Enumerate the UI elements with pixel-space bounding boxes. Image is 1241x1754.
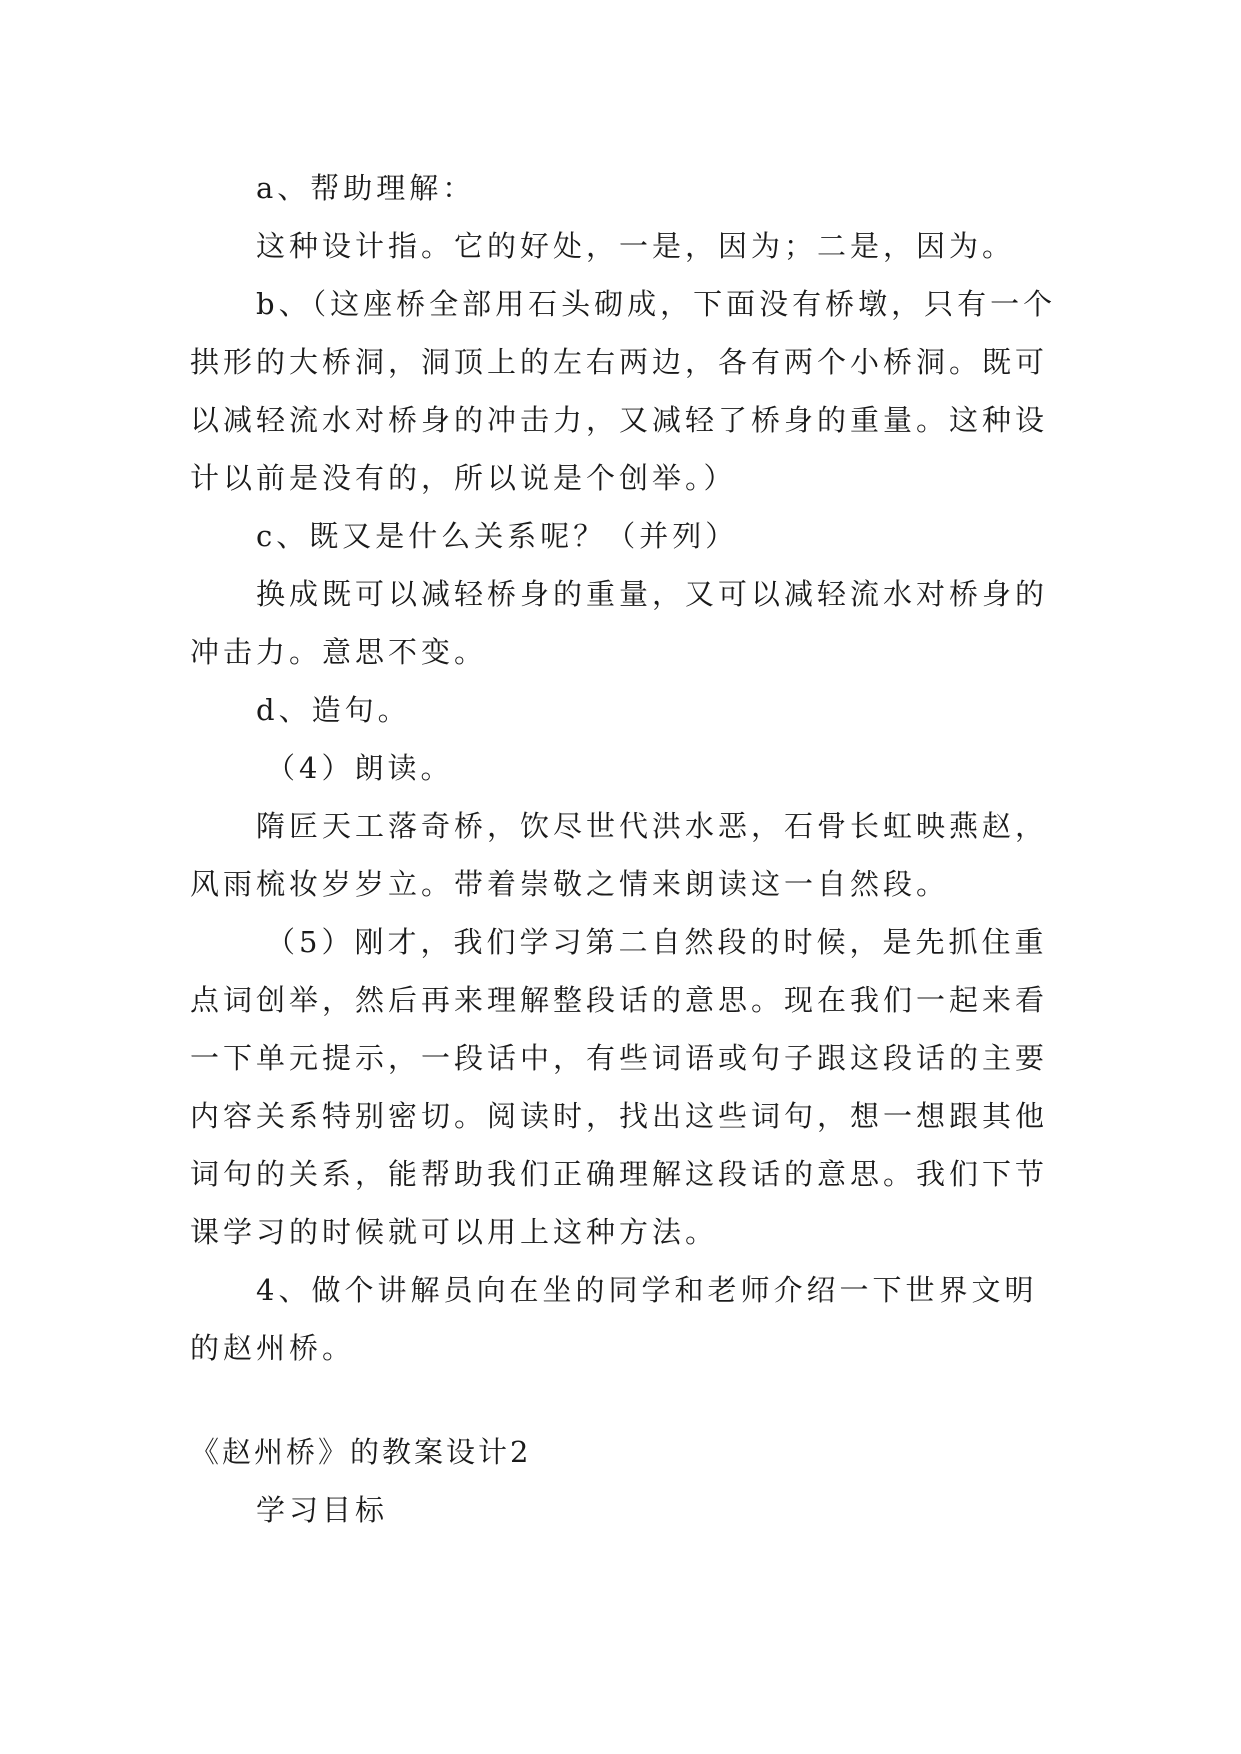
section-title: 《赵州桥》的教案设计2 [190, 1435, 532, 1469]
text-line: d、造句。 [256, 693, 411, 727]
text-line: 的赵州桥。 [190, 1331, 356, 1365]
text-line: 以减轻流水对桥身的冲击力，又减轻了桥身的重量。这种设 [190, 403, 1049, 437]
text-line: 冲击力。意思不变。 [190, 635, 488, 669]
section-subtitle: 学习目标 [256, 1493, 389, 1527]
text-line: 风雨梳妆岁岁立。带着崇敬之情来朗读这一自然段。 [190, 867, 950, 901]
text-line: 拱形的大桥洞，洞顶上的左右两边，各有两个小桥洞。既可 [190, 345, 1049, 379]
text-line: （4）朗读。 [266, 751, 454, 785]
text-line: 点词创举，然后再来理解整段话的意思。现在我们一起来看 [190, 983, 1049, 1017]
text-line: 计以前是没有的，所以说是个创举。） [190, 461, 737, 495]
text-line: b、（这座桥全部用石头砌成，下面没有桥墩，只有一个 [256, 287, 1057, 321]
text-line: 一下单元提示，一段话中，有些词语或句子跟这段话的主要 [190, 1041, 1049, 1075]
text-line: （5）刚才，我们学习第二自然段的时候，是先抓住重 [266, 925, 1048, 959]
text-line: 词句的关系，能帮助我们正确理解这段话的意思。我们下节 [190, 1157, 1049, 1191]
text-line: a、帮助理解： [256, 171, 476, 205]
text-line: 换成既可以减轻桥身的重量，又可以减轻流水对桥身的 [256, 577, 1049, 611]
text-line: 课学习的时候就可以用上这种方法。 [190, 1215, 719, 1249]
text-line: 4、做个讲解员向在坐的同学和老师介绍一下世界文明 [256, 1273, 1038, 1307]
text-line: 隋匠天工落奇桥，饮尽世代洪水恶，石骨长虹映燕赵， [256, 809, 1049, 843]
text-line: c、既又是什么关系呢？（并列） [256, 519, 739, 553]
text-line: 内容关系特别密切。阅读时，找出这些词句，想一想跟其他 [190, 1099, 1049, 1133]
text-line: 这种设计指。它的好处，一是，因为；二是，因为。 [256, 229, 1016, 263]
